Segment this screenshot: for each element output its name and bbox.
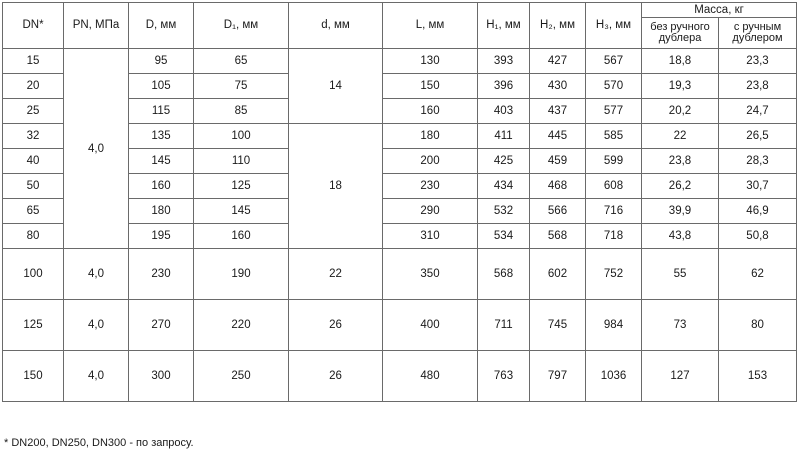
cell-dn: 50 bbox=[3, 174, 64, 199]
cell-dn: 100 bbox=[3, 249, 64, 300]
cell-dn: 40 bbox=[3, 149, 64, 174]
cell-dn: 125 bbox=[3, 300, 64, 351]
cell-h2: 797 bbox=[530, 351, 586, 402]
cell-mass-without: 127 bbox=[642, 351, 719, 402]
cell-mass-with: 46,9 bbox=[719, 199, 797, 224]
cell-h1: 425 bbox=[478, 149, 530, 174]
cell-h1: 534 bbox=[478, 224, 530, 249]
cell-mass-without: 22 bbox=[642, 124, 719, 149]
cell-d-small: 14 bbox=[289, 49, 383, 124]
cell-d1: 100 bbox=[194, 124, 289, 149]
cell-d-small: 18 bbox=[289, 124, 383, 249]
cell-pn: 4,0 bbox=[64, 351, 129, 402]
cell-d-big: 180 bbox=[129, 199, 194, 224]
cell-h2: 427 bbox=[530, 49, 586, 74]
cell-mass-without: 26,2 bbox=[642, 174, 719, 199]
cell-d-big: 95 bbox=[129, 49, 194, 74]
cell-l: 160 bbox=[383, 99, 478, 124]
cell-h3: 599 bbox=[586, 149, 642, 174]
cell-h2: 568 bbox=[530, 224, 586, 249]
table-row bbox=[3, 300, 797, 351]
col-header-l: L, мм bbox=[383, 3, 478, 49]
cell-d-big: 195 bbox=[129, 224, 194, 249]
cell-mass-with: 28,3 bbox=[719, 149, 797, 174]
cell-l: 150 bbox=[383, 74, 478, 99]
cell-d-small: 26 bbox=[289, 351, 383, 402]
cell-d1: 145 bbox=[194, 199, 289, 224]
cell-dn: 32 bbox=[3, 124, 64, 149]
cell-pn: 4,0 bbox=[64, 249, 129, 300]
cell-d-big: 230 bbox=[129, 249, 194, 300]
cell-d1: 220 bbox=[194, 300, 289, 351]
cell-h3: 718 bbox=[586, 224, 642, 249]
cell-h3: 984 bbox=[586, 300, 642, 351]
header-row bbox=[3, 3, 797, 18]
cell-h3: 608 bbox=[586, 174, 642, 199]
cell-l: 480 bbox=[383, 351, 478, 402]
cell-h3: 752 bbox=[586, 249, 642, 300]
cell-h3: 570 bbox=[586, 74, 642, 99]
cell-mass-without: 20,2 bbox=[642, 99, 719, 124]
table-row bbox=[3, 249, 797, 300]
cell-h1: 403 bbox=[478, 99, 530, 124]
cell-d-small: 22 bbox=[289, 249, 383, 300]
cell-h1: 711 bbox=[478, 300, 530, 351]
cell-d-big: 270 bbox=[129, 300, 194, 351]
cell-dn: 150 bbox=[3, 351, 64, 402]
cell-d-big: 145 bbox=[129, 149, 194, 174]
cell-d-big: 300 bbox=[129, 351, 194, 402]
cell-d-big: 160 bbox=[129, 174, 194, 199]
cell-d1: 65 bbox=[194, 49, 289, 74]
cell-d1: 160 bbox=[194, 224, 289, 249]
cell-h2: 468 bbox=[530, 174, 586, 199]
cell-h2: 745 bbox=[530, 300, 586, 351]
col-header-d1: D₁, мм bbox=[194, 3, 289, 49]
table-row bbox=[3, 351, 797, 402]
table-body bbox=[3, 49, 797, 402]
cell-mass-without: 19,3 bbox=[642, 74, 719, 99]
cell-h2: 459 bbox=[530, 149, 586, 174]
cell-dn: 20 bbox=[3, 74, 64, 99]
cell-mass-without: 18,8 bbox=[642, 49, 719, 74]
cell-h3: 1036 bbox=[586, 351, 642, 402]
cell-d1: 125 bbox=[194, 174, 289, 199]
valve-spec-table bbox=[2, 2, 797, 402]
cell-h1: 763 bbox=[478, 351, 530, 402]
cell-d-small: 26 bbox=[289, 300, 383, 351]
cell-mass-without: 55 bbox=[642, 249, 719, 300]
cell-h3: 716 bbox=[586, 199, 642, 224]
cell-h1: 568 bbox=[478, 249, 530, 300]
col-header-h1: H₁, мм bbox=[478, 3, 530, 49]
cell-d1: 190 bbox=[194, 249, 289, 300]
cell-h3: 577 bbox=[586, 99, 642, 124]
cell-mass-with: 23,3 bbox=[719, 49, 797, 74]
cell-mass-with: 153 bbox=[719, 351, 797, 402]
cell-pn: 4,0 bbox=[64, 300, 129, 351]
cell-mass-without: 73 bbox=[642, 300, 719, 351]
cell-h1: 434 bbox=[478, 174, 530, 199]
col-header-dn: DN* bbox=[3, 3, 64, 49]
cell-mass-with: 24,7 bbox=[719, 99, 797, 124]
cell-h2: 430 bbox=[530, 74, 586, 99]
cell-h1: 532 bbox=[478, 199, 530, 224]
col-header-d-big: D, мм bbox=[129, 3, 194, 49]
col-header-d-small: d, мм bbox=[289, 3, 383, 49]
cell-l: 200 bbox=[383, 149, 478, 174]
cell-l: 310 bbox=[383, 224, 478, 249]
cell-h1: 411 bbox=[478, 124, 530, 149]
col-header-mass: Масса, кг bbox=[642, 3, 797, 18]
cell-h2: 566 bbox=[530, 199, 586, 224]
cell-l: 350 bbox=[383, 249, 478, 300]
cell-mass-without: 39,9 bbox=[642, 199, 719, 224]
cell-d-big: 105 bbox=[129, 74, 194, 99]
cell-d-big: 135 bbox=[129, 124, 194, 149]
cell-l: 180 bbox=[383, 124, 478, 149]
cell-d1: 250 bbox=[194, 351, 289, 402]
cell-d1: 85 bbox=[194, 99, 289, 124]
col-header-h2: H₂, мм bbox=[530, 3, 586, 49]
cell-mass-with: 23,8 bbox=[719, 74, 797, 99]
cell-d1: 110 bbox=[194, 149, 289, 174]
cell-dn: 15 bbox=[3, 49, 64, 74]
cell-h2: 445 bbox=[530, 124, 586, 149]
cell-h3: 567 bbox=[586, 49, 642, 74]
col-header-pn: PN, МПа bbox=[64, 3, 129, 49]
cell-h3: 585 bbox=[586, 124, 642, 149]
cell-l: 130 bbox=[383, 49, 478, 74]
col-header-mass-with: с ручным дублером bbox=[719, 18, 797, 49]
cell-mass-without: 43,8 bbox=[642, 224, 719, 249]
cell-mass-with: 80 bbox=[719, 300, 797, 351]
table-row bbox=[3, 49, 797, 74]
footnote: * DN200, DN250, DN300 - по запросу. bbox=[4, 437, 194, 449]
col-header-mass-without: без ручного дублера bbox=[642, 18, 719, 49]
cell-d1: 75 bbox=[194, 74, 289, 99]
cell-pn: 4,0 bbox=[64, 49, 129, 249]
col-header-h3: H₃, мм bbox=[586, 3, 642, 49]
cell-mass-with: 50,8 bbox=[719, 224, 797, 249]
cell-dn: 25 bbox=[3, 99, 64, 124]
cell-h2: 602 bbox=[530, 249, 586, 300]
cell-l: 400 bbox=[383, 300, 478, 351]
cell-l: 290 bbox=[383, 199, 478, 224]
cell-h1: 396 bbox=[478, 74, 530, 99]
cell-dn: 65 bbox=[3, 199, 64, 224]
cell-mass-with: 30,7 bbox=[719, 174, 797, 199]
cell-mass-without: 23,8 bbox=[642, 149, 719, 174]
cell-mass-with: 62 bbox=[719, 249, 797, 300]
cell-l: 230 bbox=[383, 174, 478, 199]
cell-d-big: 115 bbox=[129, 99, 194, 124]
cell-dn: 80 bbox=[3, 224, 64, 249]
cell-h1: 393 bbox=[478, 49, 530, 74]
cell-mass-with: 26,5 bbox=[719, 124, 797, 149]
cell-h2: 437 bbox=[530, 99, 586, 124]
